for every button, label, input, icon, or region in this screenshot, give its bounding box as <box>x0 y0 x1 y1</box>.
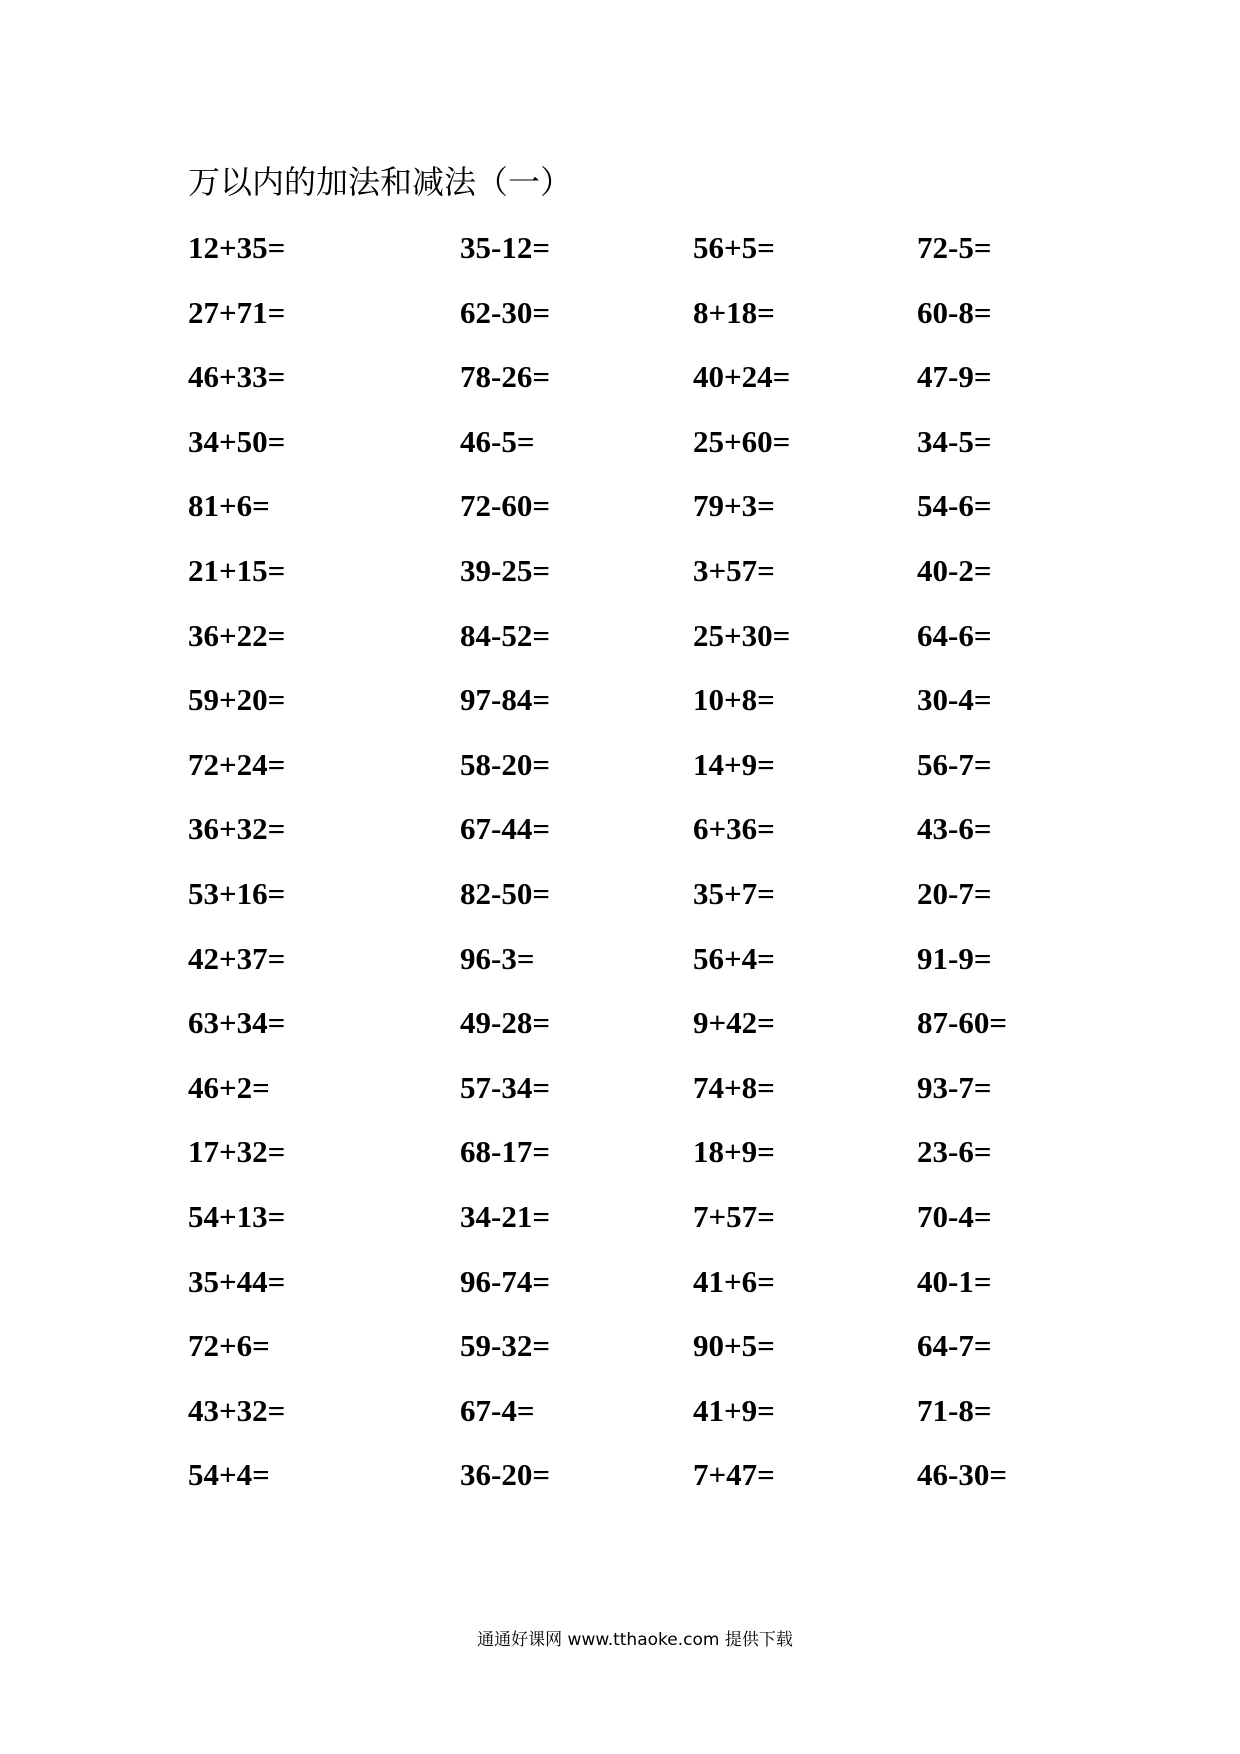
math-problem: 40-1= <box>917 1263 992 1299</box>
math-problem: 34-5= <box>917 423 992 459</box>
math-problem: 72-60= <box>460 488 550 524</box>
problem-row <box>0 293 1240 333</box>
problem-row <box>0 939 1240 979</box>
problem-row <box>0 1068 1240 1108</box>
math-problem: 40+24= <box>693 359 791 395</box>
math-problem: 9+42= <box>693 1005 775 1041</box>
math-problem: 7+47= <box>693 1457 775 1493</box>
math-problem: 62-30= <box>460 294 550 330</box>
math-problem: 54-6= <box>917 488 992 524</box>
math-problem: 43+32= <box>188 1392 286 1428</box>
math-problem: 56+4= <box>693 940 775 976</box>
math-problem: 72+6= <box>188 1328 270 1364</box>
math-problem: 34-21= <box>460 1199 550 1234</box>
math-problem: 97-84= <box>460 682 550 718</box>
math-problem: 54+13= <box>188 1199 286 1234</box>
problem-row <box>0 1132 1240 1172</box>
math-problem: 6+36= <box>693 811 775 847</box>
problem-row <box>0 486 1240 526</box>
math-problem: 35+44= <box>188 1263 286 1299</box>
math-problem: 43-6= <box>917 811 992 847</box>
math-problem: 36+32= <box>188 811 286 847</box>
math-problem: 27+71= <box>188 294 286 330</box>
math-problem: 84-52= <box>460 617 550 653</box>
math-problem: 40-2= <box>917 553 992 588</box>
math-problem: 17+32= <box>188 1134 286 1170</box>
math-problem: 14+9= <box>693 746 775 782</box>
problem-row <box>0 1197 1240 1237</box>
math-problem: 49-28= <box>460 1005 550 1041</box>
problem-row <box>0 745 1240 785</box>
problem-row <box>0 874 1240 914</box>
math-problem: 54+4= <box>188 1457 270 1493</box>
math-problem: 64-6= <box>917 617 992 653</box>
math-problem: 79+3= <box>693 488 775 524</box>
math-problem: 96-74= <box>460 1263 550 1299</box>
math-problem: 46+33= <box>188 359 286 395</box>
math-problem: 10+8= <box>693 682 775 718</box>
math-problem: 25+30= <box>693 617 791 653</box>
math-problem: 20-7= <box>917 876 992 911</box>
problem-row <box>0 809 1240 849</box>
problem-row <box>0 422 1240 462</box>
worksheet-title: 万以内的加法和减法（一） <box>188 163 573 201</box>
math-problem: 90+5= <box>693 1328 775 1364</box>
math-problem: 70-4= <box>917 1199 992 1234</box>
math-problem: 46-30= <box>917 1457 1007 1493</box>
math-problem: 12+35= <box>188 230 286 265</box>
math-problem: 18+9= <box>693 1134 775 1170</box>
math-problem: 63+34= <box>188 1005 286 1041</box>
math-problem: 23-6= <box>917 1134 992 1170</box>
math-problem: 58-20= <box>460 746 550 782</box>
problem-row <box>0 680 1240 720</box>
math-problem: 91-9= <box>917 940 992 976</box>
math-problem: 78-26= <box>460 359 550 395</box>
math-problem: 60-8= <box>917 294 992 330</box>
math-problem: 82-50= <box>460 876 550 911</box>
problem-row <box>0 1455 1240 1495</box>
math-problem: 64-7= <box>917 1328 992 1364</box>
math-problem: 68-17= <box>460 1134 550 1170</box>
math-problem: 53+16= <box>188 876 286 911</box>
math-problem: 67-44= <box>460 811 550 847</box>
footer-credit: 通通好课网 www.tthaoke.com 提供下载 <box>477 1630 793 1650</box>
math-problem: 36-20= <box>460 1457 550 1493</box>
math-problem: 7+57= <box>693 1199 775 1234</box>
problem-row <box>0 357 1240 397</box>
problem-row <box>0 616 1240 656</box>
math-problem: 41+6= <box>693 1263 775 1299</box>
math-problem: 72-5= <box>917 230 992 265</box>
math-problem: 8+18= <box>693 294 775 330</box>
math-problem: 71-8= <box>917 1392 992 1428</box>
math-problem: 36+22= <box>188 617 286 653</box>
math-problem: 74+8= <box>693 1069 775 1105</box>
math-problem: 67-4= <box>460 1392 535 1428</box>
problem-row <box>0 1262 1240 1302</box>
math-problem: 39-25= <box>460 553 550 588</box>
math-problem: 35+7= <box>693 876 775 911</box>
math-problem: 96-3= <box>460 940 535 976</box>
math-problem: 56+5= <box>693 230 775 265</box>
problem-row <box>0 1326 1240 1366</box>
math-problem: 87-60= <box>917 1005 1007 1041</box>
problem-row <box>0 1391 1240 1431</box>
math-problem: 57-34= <box>460 1069 550 1105</box>
math-problem: 72+24= <box>188 746 286 782</box>
math-problem: 3+57= <box>693 553 775 588</box>
math-problem: 35-12= <box>460 230 550 265</box>
math-problem: 56-7= <box>917 746 992 782</box>
math-problem: 59-32= <box>460 1328 550 1364</box>
math-problem: 41+9= <box>693 1392 775 1428</box>
math-problem: 46-5= <box>460 423 535 459</box>
math-problem: 81+6= <box>188 488 270 524</box>
math-problem: 30-4= <box>917 682 992 718</box>
problem-row <box>0 551 1240 591</box>
math-problem: 59+20= <box>188 682 286 718</box>
math-problem: 42+37= <box>188 940 286 976</box>
math-problem: 47-9= <box>917 359 992 395</box>
math-problem: 21+15= <box>188 553 286 588</box>
math-problem: 34+50= <box>188 423 286 459</box>
math-problem: 46+2= <box>188 1069 270 1105</box>
problem-grid <box>0 228 1240 1528</box>
problem-row <box>0 228 1240 268</box>
math-problem: 93-7= <box>917 1069 992 1105</box>
math-problem: 25+60= <box>693 423 791 459</box>
problem-row <box>0 1003 1240 1043</box>
